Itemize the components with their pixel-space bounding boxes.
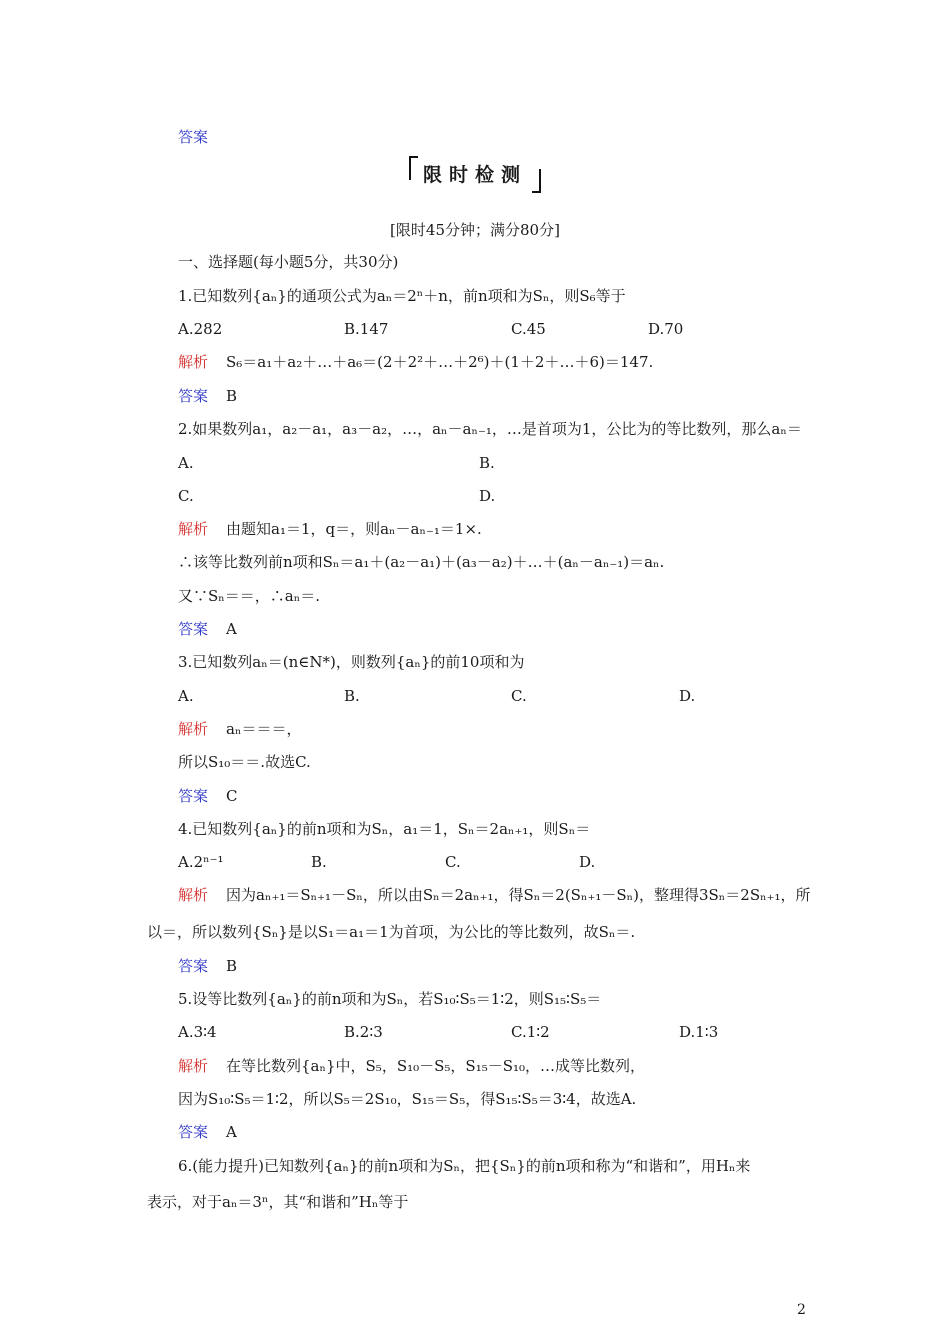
q5-option-b: B.2∶3 [344, 1023, 383, 1041]
q1-answer [178, 386, 237, 406]
q5-option-d: D.1∶3 [679, 1023, 719, 1041]
q2-answer-label: 答案 [178, 620, 209, 638]
q2-answer-value: A [226, 620, 237, 638]
q6-stem-line-1: 6.(能力提升)已知数列{aₙ}的前n项和为Sₙ，把{Sₙ}的前n项和称为“和谐和”，用Hₙ来 [178, 1157, 751, 1175]
q3-analysis-label: 解析 [178, 720, 209, 738]
q4-option-c: C. [445, 853, 461, 871]
q1-analysis [178, 352, 653, 372]
q4-option-b: B. [311, 853, 327, 871]
q3-analysis [178, 719, 301, 739]
subtitle: [限时45分钟；满分80分] [390, 221, 560, 239]
q2-option-c: C. [178, 487, 194, 505]
q2-answer [178, 619, 237, 639]
q4-analysis [178, 885, 811, 905]
q3-option-a: A. [178, 687, 194, 705]
q4-stem: 4.已知数列{aₙ}的前n项和为Sₙ，a₁＝1，Sₙ＝2aₙ₊₁，则Sₙ＝ [178, 820, 591, 838]
q5-option-a: A.3∶4 [178, 1023, 217, 1041]
q1-option-d: D.70 [648, 320, 684, 338]
q6-stem-line-2: 表示，对于aₙ＝3ⁿ，其“和谐和”Hₙ等于 [147, 1193, 409, 1211]
page-number: 2 [797, 1302, 806, 1318]
q5-analysis [178, 1056, 645, 1076]
q2-analysis [178, 519, 482, 539]
top-answer-label: 答案 [178, 128, 209, 146]
q3-option-c: C. [511, 687, 527, 705]
q5-analysis-line-2: 因为S₁₀∶S₅＝1∶2，所以S₅＝2S₁₀，S₁₅＝S₅，得S₁₅∶S₅＝3∶4，故选A. [178, 1090, 637, 1108]
q4-analysis-text-1: 因为aₙ₊₁＝Sₙ₊₁－Sₙ，所以由Sₙ＝2aₙ₊₁，得Sₙ＝2(Sₙ₊₁－Sₙ)，整理得3Sₙ＝2Sₙ₊₁，所 [226, 886, 811, 904]
q3-answer-value: C [226, 787, 238, 805]
q3-answer-label: 答案 [178, 787, 209, 805]
q4-analysis-line-2: 以＝，所以数列{Sₙ}是以S₁＝a₁＝1为首项，为公比的等比数列，故Sₙ＝. [147, 923, 636, 941]
q5-stem: 5.设等比数列{aₙ}的前n项和为Sₙ，若S₁₀∶S₅＝1∶2，则S₁₅∶S₅＝ [178, 990, 602, 1008]
q1-answer-value: B [226, 387, 238, 405]
q4-answer [178, 956, 237, 976]
q3-option-d: D. [679, 687, 696, 705]
q5-analysis-label: 解析 [178, 1057, 209, 1075]
q5-analysis-text-1: 在等比数列{aₙ}中，S₅，S₁₀－S₅，S₁₅－S₁₀，…成等比数列， [226, 1057, 646, 1075]
q1-option-b: B.147 [344, 320, 389, 338]
q2-option-d: D. [479, 487, 496, 505]
q1-option-c: C.45 [511, 320, 546, 338]
q2-analysis-label: 解析 [178, 520, 209, 538]
q4-option-a: A.2ⁿ⁻¹ [178, 853, 224, 871]
q5-answer [178, 1122, 237, 1142]
q1-analysis-label: 解析 [178, 353, 209, 371]
q4-answer-value: B [226, 957, 238, 975]
q5-option-c: C.1∶2 [511, 1023, 550, 1041]
q1-analysis-text: S₆＝a₁＋a₂＋…＋a₆＝(2＋2²＋…＋2⁶)＋(1＋2＋…＋6)＝147. [226, 353, 654, 371]
q3-analysis-text-1: aₙ＝＝＝， [226, 720, 302, 738]
q5-answer-label: 答案 [178, 1123, 209, 1141]
q4-option-d: D. [579, 853, 596, 871]
part-heading: 一、选择题(每小题5分，共30分) [178, 253, 399, 271]
q1-answer-label: 答案 [178, 387, 209, 405]
q2-stem: 2.如果数列a₁，a₂－a₁，a₃－a₂，…，aₙ－aₙ₋₁，…是首项为1，公比为的等比数列，那么aₙ＝ [178, 420, 802, 438]
q2-analysis-line-3: 又∵Sₙ＝＝，∴aₙ＝. [178, 587, 320, 605]
q3-answer [178, 786, 238, 806]
section-title-box [0, 158, 950, 189]
q3-option-b: B. [344, 687, 360, 705]
q2-analysis-text-1: 由题知a₁＝1，q＝，则aₙ－aₙ₋₁＝1×. [226, 520, 482, 538]
q2-option-b: B. [479, 454, 495, 472]
q1-option-a: A.282 [178, 320, 223, 338]
q3-stem: 3.已知数列aₙ＝(n∈N*)，则数列{aₙ}的前10项和为 [178, 653, 525, 671]
section-title: 限时检测 [409, 158, 541, 189]
q1-stem: 1.已知数列{aₙ}的通项公式为aₙ＝2ⁿ＋n，前n项和为Sₙ，则S₆等于 [178, 287, 626, 305]
q4-analysis-label: 解析 [178, 886, 209, 904]
q2-option-a: A. [178, 454, 194, 472]
q5-answer-value: A [226, 1123, 237, 1141]
q4-answer-label: 答案 [178, 957, 209, 975]
q3-analysis-line-2: 所以S₁₀＝＝.故选C. [178, 753, 311, 771]
q2-analysis-line-2: ∴该等比数列前n项和Sₙ＝a₁＋(a₂－a₁)＋(a₃－a₂)＋…＋(aₙ－aₙ₋₁)＝aₙ. [178, 553, 665, 571]
